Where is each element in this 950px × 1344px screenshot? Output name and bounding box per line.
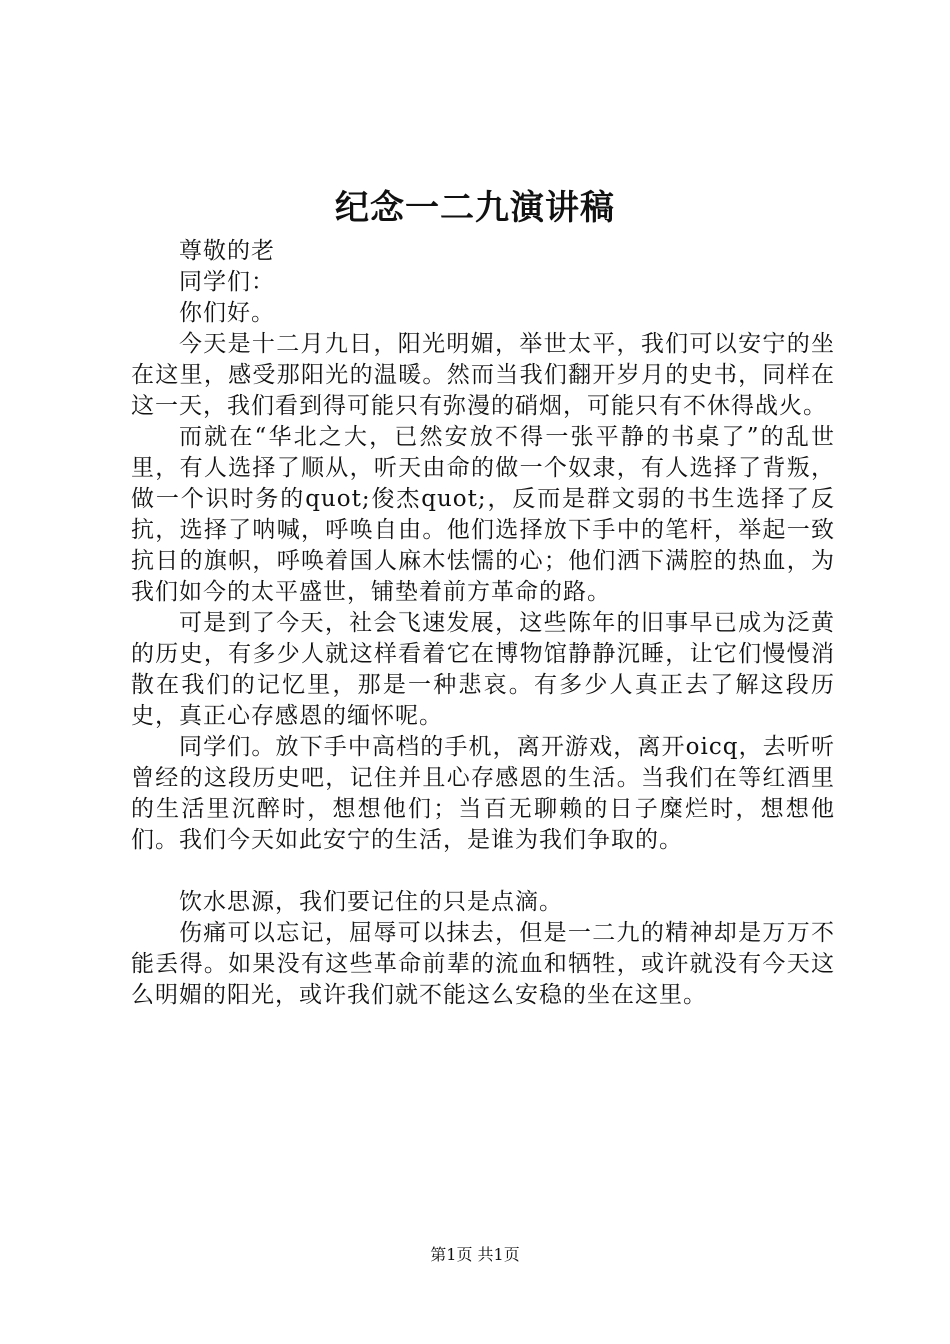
page-number-footer: 第1页 共1页 (430, 1245, 520, 1264)
body-paragraph: 同学们。放下手中高档的手机，离开游戏，离开oicq，去听听曾经的这段历史吧，记住并且心存感恩的生活。当我们在等红酒里的生活里沉醉时，想想他们；当百无聊赖的日子糜烂时，想想他们。我们今天如此安宁的生活，是谁为我们争取的。 (131, 734, 835, 853)
body-paragraph: 可是到了今天，社会飞速发展，这些陈年的旧事早已成为泛黄的历史，有多少人就这样看着它在博物馆静静沉睡，让它们慢慢消散在我们的记忆里，那是一种悲哀。有多少人真正去了解这段历史，真正心存感恩的缅怀呢。 (131, 610, 835, 729)
greeting-line: 你们好。 (179, 300, 275, 326)
salutation-line: 同学们： (179, 269, 275, 295)
document-body (131, 236, 835, 1011)
salutation-line: 尊敬的老 (179, 238, 275, 264)
body-paragraph: 伤痛可以忘记，屈辱可以抹去，但是一二九的精神却是万万不能丢得。如果没有这些革命前辈的流血和牺牲，或许就没有今天这么明媚的阳光，或许我们就不能这么安稳的坐在这里。 (131, 920, 835, 1008)
document-title: 纪念一二九演讲稿 (335, 188, 615, 228)
body-paragraph: 而就在“华北之大，已然安放不得一张平静的书桌了”的乱世里，有人选择了顺从，听天由命的做一个奴隶，有人选择了背叛，做一个识时务的quot;俊杰quot;，反而是群文弱的书生选择了反抗，选择了呐喊，呼唤自由。他们选择放下手中的笔杆，举起一致抗日的旗帜，呼唤着国人麻木怯懦的心；他们洒下满腔的热血，为我们如今的太平盛世，铺垫着前方革命的路。 (131, 424, 835, 605)
body-paragraph: 饮水思源，我们要记住的只是点滴。 (179, 889, 563, 915)
body-paragraph: 今天是十二月九日，阳光明媚，举世太平，我们可以安宁的坐在这里，感受那阳光的温暖。然而当我们翻开岁月的史书，同样在这一天，我们看到得可能只有弥漫的硝烟，可能只有不休得战火。 (131, 331, 835, 419)
